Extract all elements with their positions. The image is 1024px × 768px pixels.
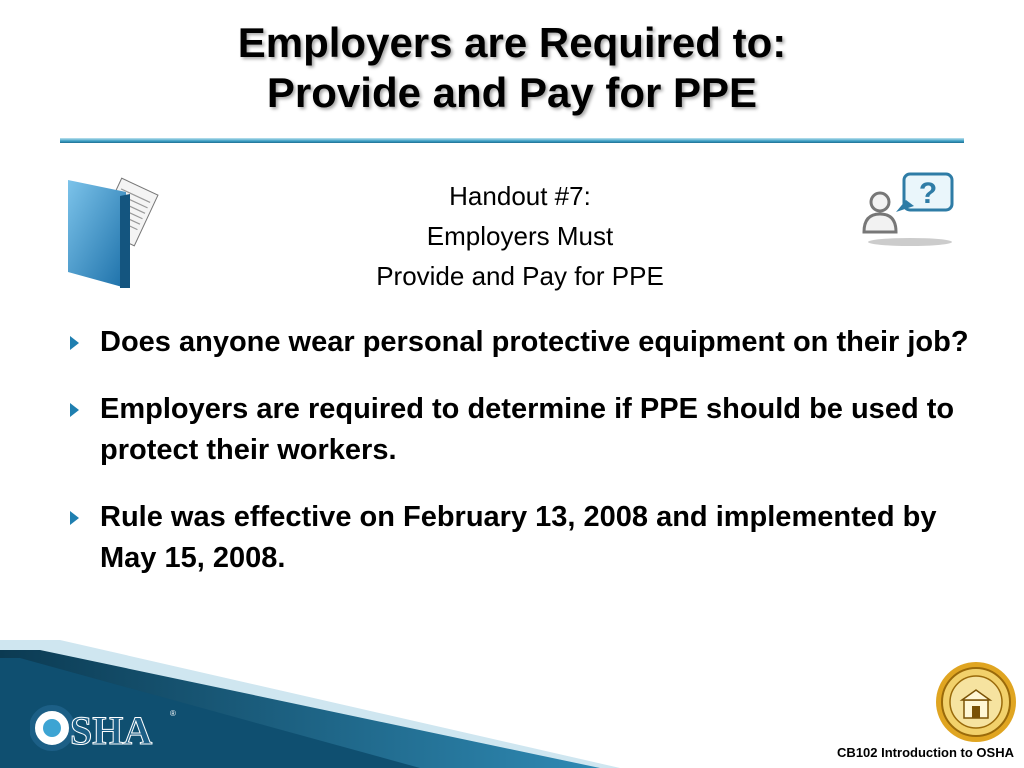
handout-line-1: Handout #7: bbox=[449, 181, 591, 211]
bullet-text: Employers are required to determine if PPE should be used to protect their workers. bbox=[100, 393, 955, 466]
handout-reference bbox=[260, 176, 780, 296]
folder-document-icon bbox=[64, 176, 160, 294]
person-question-icon bbox=[858, 170, 958, 250]
training-seal-icon bbox=[934, 660, 1018, 744]
footer-course-label: CB102 Introduction to OSHA bbox=[837, 745, 1014, 760]
bullet-text: Does anyone wear personal protective equipment on their job? bbox=[100, 326, 969, 358]
bullet-list bbox=[70, 322, 970, 605]
triangle-arrow-icon bbox=[70, 336, 79, 350]
triangle-arrow-icon bbox=[70, 403, 79, 417]
bullet-item bbox=[70, 389, 970, 471]
slide-title bbox=[0, 18, 1024, 118]
triangle-arrow-icon bbox=[70, 511, 79, 525]
bullet-item bbox=[70, 497, 970, 579]
svg-text:?: ? bbox=[918, 177, 938, 210]
bullet-text: Rule was effective on February 13, 2008 and implemented by May 15, 2008. bbox=[100, 501, 937, 574]
handout-line-3: Provide and Pay for PPE bbox=[376, 261, 664, 291]
bullet-item bbox=[70, 322, 970, 363]
slide-title-line-2: Provide and Pay for PPE bbox=[266, 69, 758, 116]
osha-logo bbox=[30, 700, 180, 756]
title-divider bbox=[60, 138, 964, 143]
handout-line-2: Employers Must bbox=[426, 221, 614, 251]
slide-title-line-1: Employers are Required to: bbox=[237, 19, 787, 66]
svg-text:®: ® bbox=[170, 709, 176, 718]
svg-text:SHA: SHA bbox=[70, 708, 153, 753]
